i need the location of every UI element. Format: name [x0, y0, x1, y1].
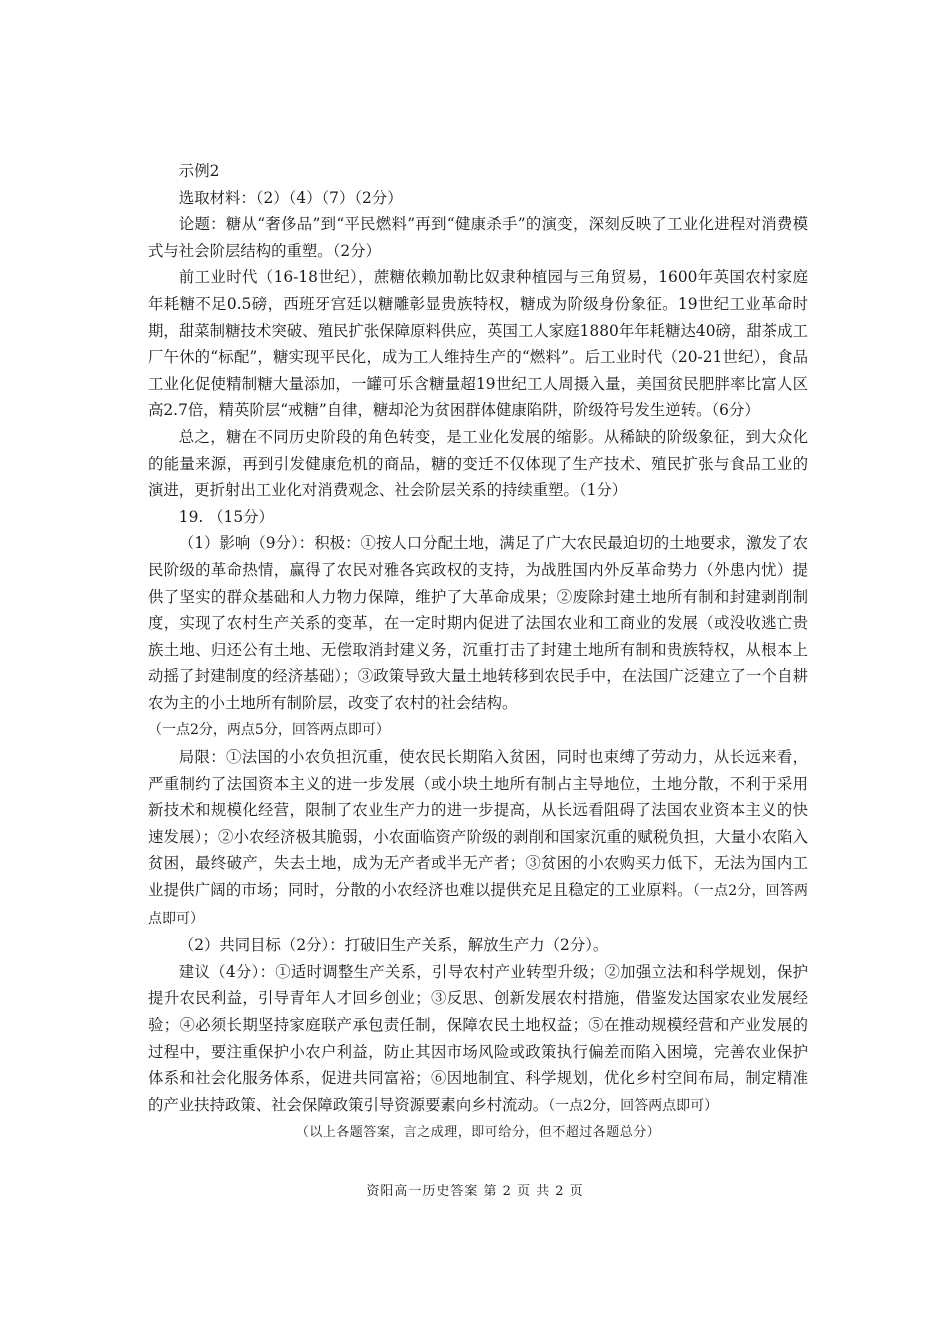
impact-text: （1）影响（9分）：积极：①按人口分配土地，满足了广大农民最迫切的土地要求，激发了农民阶级的革命热情，赢得了农民对雅各宾政权的支持，为战胜国内外反革命势力（外患内忧）提供了坚实的群众基础和人力物力保障，维护了大革命成果；②废除封建土地所有制和封建剥削制度，实现了农村生产关系的变革，在一定时期内促进了法国农业和工商业的发展（或没收逃亡贵族土地、归还公有土地、无偿取消封建义务，沉重打击了封建土地所有制和贵族特权，从根本上动摇了封建制度的经济基础）；③政策导致大量土地转移到农民手中，在法国广泛建立了一个自耕农为主的小土地所有制阶层，改变了农村的社会结构。 — [148, 534, 808, 712]
example-topic: 论题：糖从“奢侈品”到“平民燃料”再到“健康杀手”的演变，深刻反映了工业化进程对消费模式与社会阶层结构的重塑。（2分） — [148, 215, 808, 260]
question-19-advice — [148, 959, 808, 1120]
example-material: 选取材料：（2）（4）（7）（2分） — [178, 188, 403, 207]
question-19-goal: （2）共同目标（2分）：打破旧生产关系，解放生产力（2分）。 — [178, 936, 609, 955]
example-heading: 示例2 — [178, 162, 220, 180]
advice-scoring: （一点2分，回答两点即可） — [548, 1097, 719, 1114]
example-body: 前工业时代（16-18世纪），蔗糖依赖加勒比奴隶种植园与三角贸易，1600年英国农村家庭年耗糖不足0.5磅，西班牙宫廷以糖雕彰显贵族特权，糖成为阶级身份象征。19世纪工业革命时期，甜菜制糖技术突破、殖民扩张保障原料供应，英国工人家庭1880年年耗糖达40磅，甜茶成工厂午休的“标配”，糖实现平民化，成为工人维持生产的“燃料”。后工业时代（20-21世纪），食品工业化促使精制糖大量添加，一罐可乐含糖量超19世纪工人周摄入量，美国贫民肥胖率比富人区高2.7倍，精英阶层“戒糖”自律，糖却沦为贫困群体健康陷阱，阶级符号发生逆转。（6分） — [148, 268, 808, 420]
advice-text: 建议（4分）：①适时调整生产关系，引导农村产业转型升级；②加强立法和科学规划，保护提升农民利益，引导青年人才回乡创业；③反思、创新发展农村措施，借鉴发达国家农业发展经验；④必须长期坚持家庭联产承包责任制，保障农民土地权益；⑤在推动规模经营和产业发展的过程中，要注重保护小农户利益，防止其因市场风险或政策执行偏差而陷入困境，完善农业保护体系和社会化服务体系，促进共同富裕；⑥因地制宜、科学规划，优化乡村空间布局，制定精准的产业扶持政策、社会保障政策引导资源要素向乡村流动。 — [148, 962, 808, 1114]
answer-sheet-content — [148, 158, 808, 1145]
limit-text: 局限：①法国的小农负担沉重，使农民长期陷入贫困，同时也束缚了劳动力，从长远来看，严重制约了法国资本主义的进一步发展（或小块土地所有制占主导地位，土地分散，不利于采用新技术和规模化经营，限制了农业生产力的进一步提高，从长远看阻碍了法国农业资本主义的快速发展）；②小农经济极其脆弱，小农面临资产阶级的剥削和国家沉重的赋税负担，大量小农陷入贫困，最终破产，失去土地，成为无产者或半无产者；③贫困的小农购买力低下，无法为国内工业提供广阔的市场；同时，分散的小农经济也难以提供充足且稳定的工业原料。 — [148, 748, 808, 900]
question-19-heading: 19. （15分） — [178, 507, 274, 526]
limit-scoring: （一点2分，回答两点即可） — [148, 883, 808, 927]
example-conclusion: 总之，糖在不同历史阶段的角色转变，是工业化发展的缩影。从稀缺的阶级象征，到大众化的能量来源，再到引发健康危机的商品，糖的变迁不仅体现了生产技术、殖民扩张与食品工业的演进，更折射出工业化对消费观念、社会阶层关系的持续重塑。（1分） — [148, 427, 808, 500]
page-footer: 资阳高一历史答案 第 2 页 共 2 页 — [366, 1184, 584, 1199]
grading-note: （以上各题答案，言之成理，即可给分，但不超过各题总分） — [295, 1125, 661, 1141]
impact-scoring: （一点2分，两点5分，回答两点即可） — [148, 722, 390, 739]
question-19-impact — [148, 530, 808, 744]
question-19-limit — [148, 744, 808, 932]
